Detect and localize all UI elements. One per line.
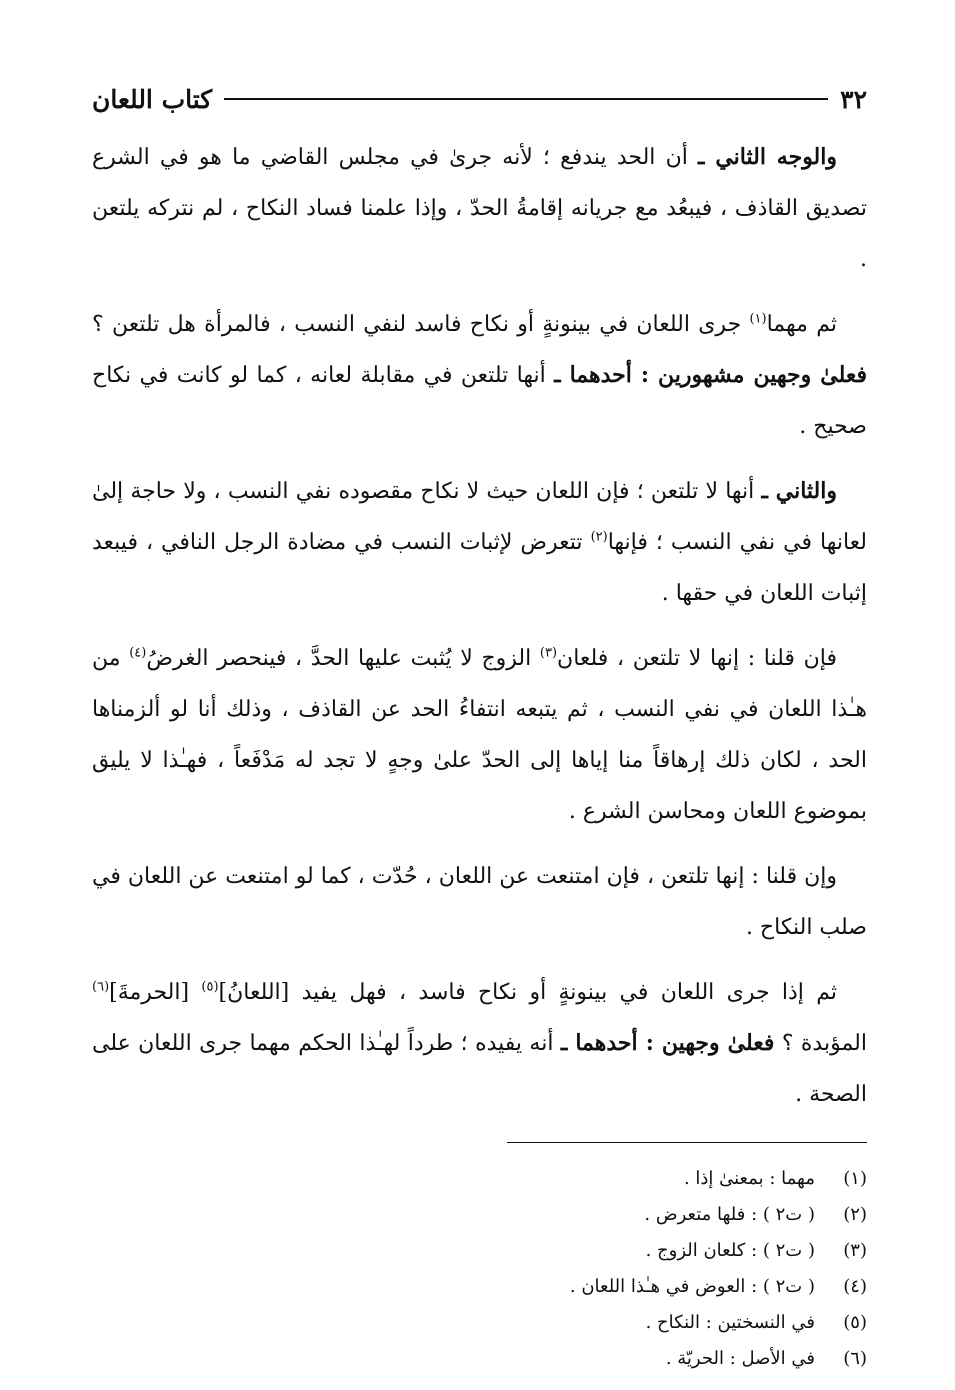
paragraph-3 <box>92 466 867 619</box>
footnotes-list <box>92 1161 867 1377</box>
paragraph-text: أنها لا تلتعن ؛ فإن اللعان حيث لا نكاح مقصوده نفي النسب ، ولا حاجة إلىٰ لعانها في نفي النسب ؛ فإنها <box>92 479 867 555</box>
footnote-ref[interactable]: (٢) <box>590 529 608 545</box>
body-text <box>92 132 867 1120</box>
footnote-item <box>92 1269 867 1305</box>
footnote-ref[interactable]: (٤) <box>129 645 147 661</box>
footnote-item <box>92 1233 867 1269</box>
footnote-item <box>92 1161 867 1197</box>
bold-lead: والوجه الثاني ـ <box>698 144 837 170</box>
paragraph-text: أنه يفيده ؛ طرداً لهـٰذا الحكم مهما جرى اللعان على الصحة . <box>92 1031 867 1107</box>
paragraph-text: من هـٰذا اللعان في نفي النسب ، ثم يتبعه انتفاءُ الحد عن القاذف ، وذلك أنا لو ألزمناها الحد ، لكان ذلك إرهاقاً منا إياها إلى الحدّ علىٰ وجهٍ لا تجد له مَدْفَعاً ، فهـٰذا لا يليق بموضوع اللعان ومحاسن الشرع . <box>92 646 867 824</box>
paragraph-text: ثم مهما <box>766 312 837 337</box>
paragraph-text: فإن قلنا : إنها لا تلتعن ، فلعان <box>557 646 837 671</box>
paragraph-text: ثم إذا جرى اللعان في بينونةٍ أو نكاح فاسد ، فهل يفيد [اللعانُ] <box>218 980 837 1005</box>
footnote-number: (٣) <box>843 1240 867 1261</box>
footnote-ref[interactable]: (١) <box>749 311 767 327</box>
footnote-text: مهما : بمعنىٰ إذا . <box>683 1168 815 1189</box>
paragraph-4 <box>92 633 867 837</box>
footnote-number: (٤) <box>843 1276 867 1297</box>
footnote-text: ( ت٢ ) : العوض في هـٰذا اللعان . <box>569 1276 815 1297</box>
paragraph-text: أنها تلتعن في مقابلة لعانه ، كما لو كانت في نكاح صحيح . <box>92 363 867 439</box>
footnote-ref[interactable]: (٣) <box>539 645 558 661</box>
footnote-item <box>92 1341 867 1377</box>
paragraph-text: [الحرمةَ] <box>109 980 202 1005</box>
paragraph-text: الزوج لا يُثبت عليها الحدَّ ، فينحصر الغرضُ <box>146 646 540 671</box>
paragraph-text: تتعرض لإثبات النسب في مضادة الرجل النافي ، فيبعد إثبات اللعان في حقها . <box>92 530 867 606</box>
paragraph-text: أن الحد يندفع ؛ لأنه جرىٰ في مجلس القاضي ما هو في الشرع تصديق القاذف ، فيبعُد مع جريانه إقامةُ الحدّ ، وإذا علمنا فساد النكاح ، لم نتركه يلتعن . <box>92 145 867 272</box>
footnote-number: (١) <box>843 1168 867 1189</box>
paragraph-2 <box>92 299 867 452</box>
footnote-text: ( ت٢ ) : كلعان الزوج . <box>645 1240 815 1261</box>
page-number: ٣٢ <box>840 84 867 114</box>
paragraph-5 <box>92 851 867 953</box>
paragraph-text: وإن قلنا : إنها تلتعن ، فإن امتنعت عن اللعان ، حُدّت ، كما لو امتنعت عن اللعان في صلب النكاح . <box>92 864 867 940</box>
bold-lead: والثاني ـ <box>761 478 837 504</box>
footnote-ref[interactable]: (٦) <box>92 979 110 995</box>
paragraph-text: المؤبدة ؟ <box>774 1031 867 1056</box>
paragraph-1 <box>92 132 867 285</box>
paragraph-text: جرى اللعان في بينونةٍ أو نكاح فاسد لنفي النسب ، فالمرأة هل تلتعن ؟ <box>92 312 750 337</box>
footnote-number: (٥) <box>843 1312 867 1333</box>
footnote-item <box>92 1197 867 1233</box>
header-rule <box>224 98 828 100</box>
running-head <box>92 78 867 120</box>
book-title: كتاب اللعان <box>92 84 213 114</box>
footnote-text: في الأصل : الحريّة . <box>665 1348 815 1369</box>
footnote-text: في النسختين : النكاح . <box>645 1312 815 1333</box>
footnote-number: (٢) <box>843 1204 867 1225</box>
footnote-text: ( ت٢ ) : فلها متعرض . <box>644 1204 815 1225</box>
paragraph-6 <box>92 967 867 1120</box>
footnote-ref[interactable]: (٥) <box>201 979 219 995</box>
footnote-item <box>92 1305 867 1341</box>
footnote-number: (٦) <box>843 1348 867 1369</box>
document-page <box>92 78 867 1368</box>
bold-phrase: فعلىٰ وجهين : أحدهما ـ <box>560 1030 775 1056</box>
bold-phrase: فعلىٰ وجهين مشهورين : أحدهما ـ <box>554 362 867 388</box>
footnote-rule <box>507 1142 867 1143</box>
